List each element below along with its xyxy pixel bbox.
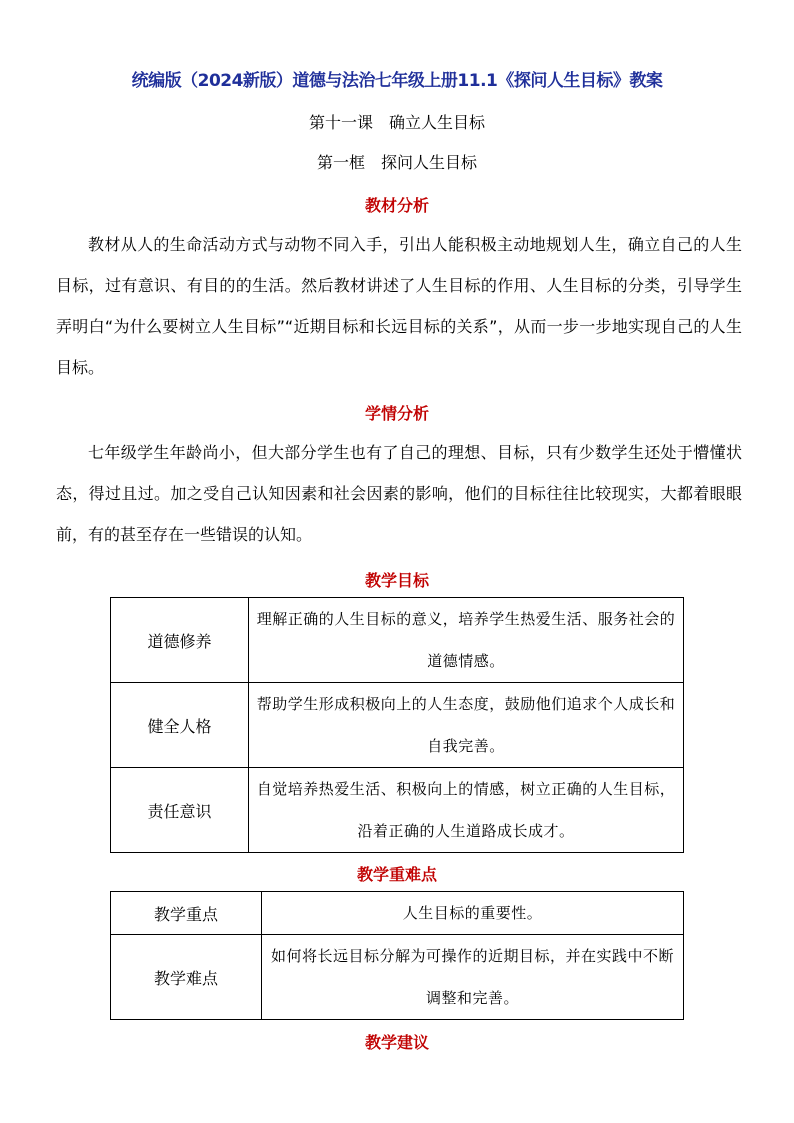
goal-label: 道德修养	[111, 598, 249, 683]
textbook-analysis-heading: 教材分析	[364, 196, 429, 215]
goal-content: 理解正确的人生目标的意义，培养学生热爱生活、服务社会的道德情感。	[249, 598, 684, 683]
goal-label: 责任意识	[111, 768, 249, 853]
key-point-label: 教学重点	[111, 892, 262, 935]
key-points-table	[110, 891, 684, 1020]
goal-content: 自觉培养热爱生活、积极向上的情感，树立正确的人生目标，沿着正确的人生道路成长成才。	[249, 768, 684, 853]
goal-label: 健全人格	[111, 683, 249, 768]
student-analysis-text: 七年级学生年龄尚小，但大部分学生也有了自己的理想、目标，只有少数学生还处于懵懂状态，得过且过。加之受自己认知因素和社会因素的影响，他们的目标往往比较现实，大都着眼眼前，有的甚至存在一些错误的认知。	[56, 443, 742, 544]
table-row	[111, 935, 684, 1020]
student-analysis-heading: 学情分析	[364, 404, 429, 423]
table-row	[111, 683, 684, 768]
teaching-goals-heading: 教学目标	[364, 571, 429, 590]
table-row	[111, 598, 684, 683]
teaching-goals-table	[110, 597, 684, 853]
key-point-content: 人生目标的重要性。	[262, 892, 684, 935]
table-row	[111, 892, 684, 935]
lesson-title: 第十一课 确立人生目标	[308, 113, 485, 132]
document-title: 统编版（2024新版）道德与法治七年级上册11.1《探问人生目标》教案	[131, 71, 663, 91]
section-title: 第一框 探问人生目标	[316, 153, 477, 172]
goal-content: 帮助学生形成积极向上的人生态度，鼓励他们追求个人成长和自我完善。	[249, 683, 684, 768]
key-point-content: 如何将长远目标分解为可操作的近期目标，并在实践中不断调整和完善。	[262, 935, 684, 1020]
teaching-suggestions-heading: 教学建议	[364, 1033, 429, 1052]
key-points-heading: 教学重难点	[356, 865, 437, 884]
table-row	[111, 768, 684, 853]
key-point-label: 教学难点	[111, 935, 262, 1020]
textbook-analysis-text: 教材从人的生命活动方式与动物不同入手，引出人能积极主动地规划人生，确立自己的人生目标，过有意识、有目的的生活。然后教材讲述了人生目标的作用、人生目标的分类，引导学生弄明白“为什么要树立人生目标”“近期目标和长远目标的关系”，从而一步一步地实现自己的人生目标。	[56, 235, 742, 377]
